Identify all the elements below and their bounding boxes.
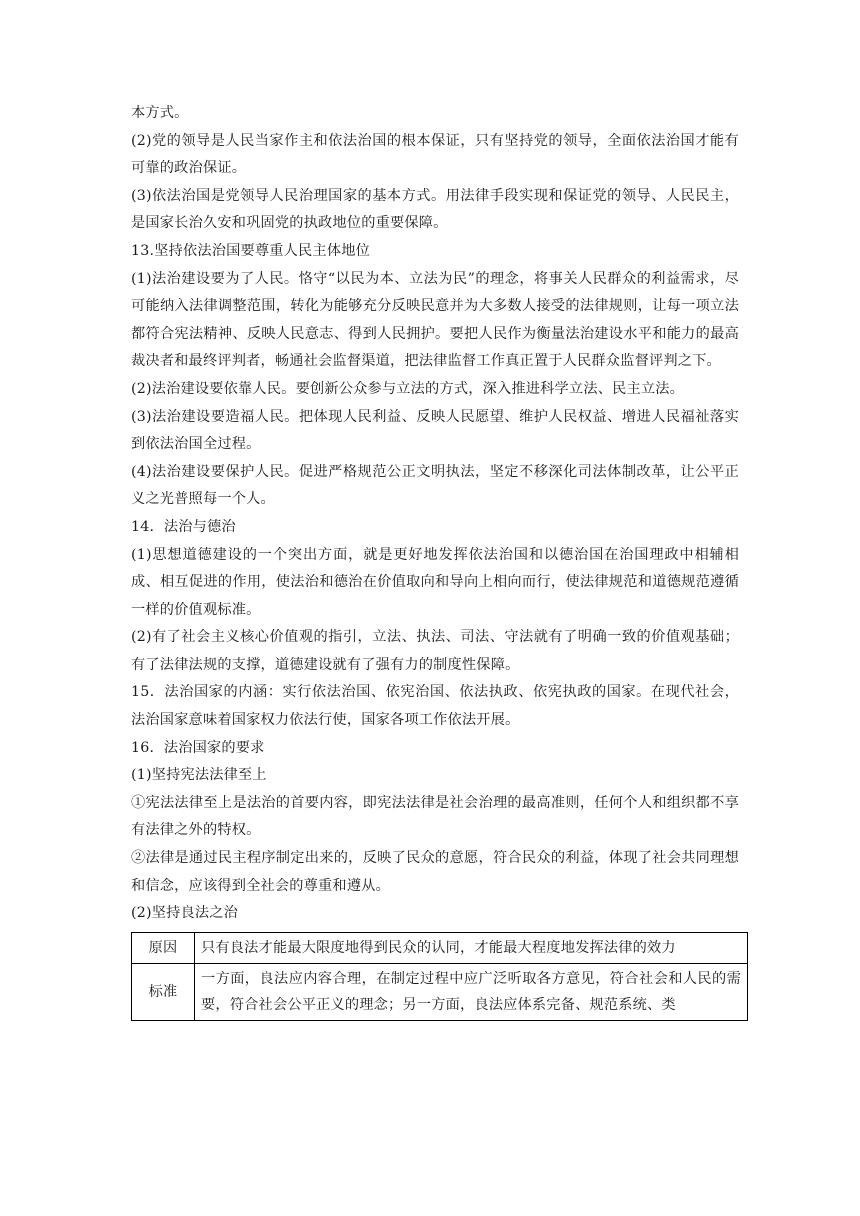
table-cell-value: 只有良法才能最大限度地得到民众的认同，才能最大程度地发挥法律的效力: [195, 932, 748, 963]
paragraph: (2)有了社会主义核心价值观的指引，立法、执法、司法、守法就有了明确一致的价值观基础；有了法律法规的支撑，道德建设就有了强有力的制度性保障。: [131, 629, 739, 673]
section-heading-16: 16．法治国家的要求: [131, 739, 265, 756]
paragraph: 本方式。: [131, 105, 189, 121]
table-row: [132, 932, 748, 963]
paragraph: (2)法治建设要依靠人民。要创新公众参与立法的方式，深入推进科学立法、民主立法。: [131, 380, 685, 397]
paragraph: (1)思想道德建设的一个突出方面，就是更好地发挥依法治国和以德治国在治国理政中相辅相成、相互促进的作用，使法治和德治在价值取向和导向上相向而行，使法律规范和道德规范遵循一样的价值观标准。: [131, 546, 739, 618]
paragraph: ①宪法法律至上是法治的首要内容，即宪法法律是社会治理的最高准则，任何个人和组织都不享有法律之外的特权。: [131, 794, 739, 839]
table-cell-value: 一方面，良法应内容合理，在制定过程中应广泛听取各方意见，符合社会和人民的需要，符合社会公平正义的理念；另一方面，良法应体系完备、规范系统、类: [195, 963, 748, 1020]
good-law-table: [131, 932, 748, 1021]
section-heading-13: 13.坚持依法治国要尊重人民主体地位: [131, 242, 370, 259]
document-body: [131, 100, 739, 1021]
paragraph: (3)法治建设要造福人民。把体现人民利益、反映人民愿望、维护人民权益、增进人民福祉落实到依法治国全过程。: [131, 408, 739, 453]
table-cell-key: 标准: [132, 963, 195, 1020]
paragraph: (4)法治建设要保护人民。促进严格规范公正文明执法，坚定不移深化司法体制改革，让公平正义之光普照每一个人。: [131, 463, 739, 508]
table-cell-key: 原因: [132, 932, 195, 963]
paragraph: (1)法治建设要为了人民。恪守“以民为本、立法为民”的理念，将事关人民群众的利益需求，尽可能纳入法律调整范围，转化为能够充分反映民意并为大多数人接受的法律规则，让每一项立法都符合宪法精神、反映人民意志、得到人民拥护。要把人民作为衡量法治建设水平和能力的最高裁决者和最终评判者，畅通社会监督渠道，把法律监督工作真正置于人民群众监督评判之下。: [131, 270, 739, 370]
section-heading-15: 15．法治国家的内涵：实行依法治国、依宪治国、依法执政、依宪执政的国家。在现代社会，法治国家意味着国家权力依法行使，国家各项工作依法开展。: [131, 684, 739, 729]
subheading: (2)坚持良法之治: [131, 905, 239, 922]
paragraph: ②法律是通过民主程序制定出来的，反映了民众的意愿，符合民众的利益，体现了社会共同理想和信念，应该得到全社会的尊重和遵从。: [131, 850, 739, 894]
paragraph: (3)依法治国是党领导人民治理国家的基本方式。用法律手段实现和保证党的领导、人民民主，是国家长治久安和巩固党的执政地位的重要保障。: [131, 187, 739, 232]
section-heading-14: 14．法治与德治: [131, 518, 236, 535]
paragraph: (2)党的领导是人民当家作主和依法治国的根本保证，只有坚持党的领导，全面依法治国才能有可靠的政治保证。: [131, 132, 739, 177]
subheading: (1)坚持宪法法律至上: [131, 767, 267, 784]
table-row: [132, 963, 748, 1020]
